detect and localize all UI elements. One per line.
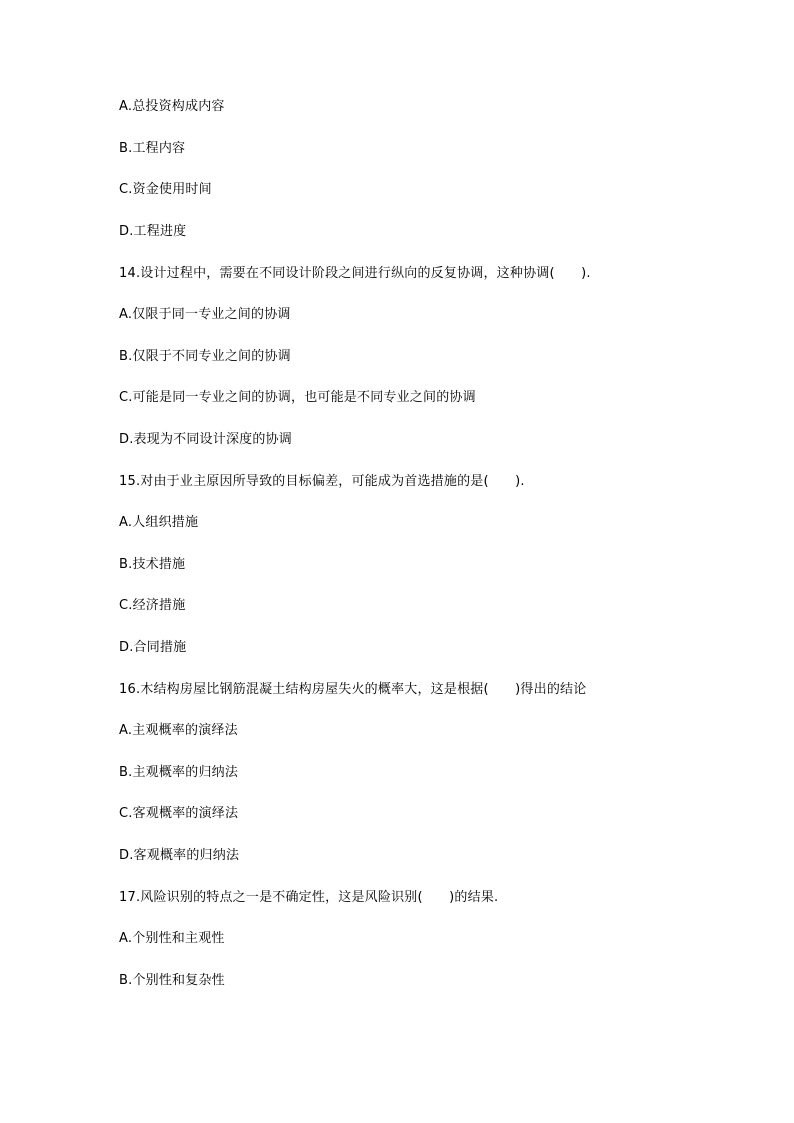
- option-a-q15: A.人组织措施: [119, 515, 199, 530]
- option-a-q16: A.主观概率的演绎法: [119, 723, 238, 738]
- option-a-q14: A.仅限于同一专业之间的协调: [119, 307, 291, 322]
- option-a-q17: A.个别性和主观性: [119, 931, 225, 946]
- option-b-q15: B.技术措施: [119, 557, 186, 572]
- question-14: 14.设计过程中，需要在不同设计阶段之间进行纵向的反复协调，这种协调( ).: [119, 266, 591, 281]
- option-d-q14: D.表现为不同设计深度的协调: [119, 432, 292, 447]
- option-c-q15: C.经济措施: [119, 598, 186, 613]
- option-d-q15: D.合同措施: [119, 640, 187, 655]
- option-b-q14: B.仅限于不同专业之间的协调: [119, 349, 291, 364]
- question-16: 16.木结构房屋比钢筋混凝土结构房屋失火的概率大，这是根据( )得出的结论: [119, 682, 587, 697]
- option-a-q13: A.总投资构成内容: [119, 99, 225, 114]
- option-c-q13: C.资金使用时间: [119, 182, 212, 197]
- option-d-q13: D.工程进度: [119, 224, 187, 239]
- question-17: 17.风险识别的特点之一是不确定性，这是风险识别( )的结果.: [119, 890, 499, 905]
- option-b-q17: B.个别性和复杂性: [119, 973, 225, 988]
- option-b-q13: B.工程内容: [119, 141, 186, 156]
- question-15: 15.对由于业主原因所导致的目标偏差，可能成为首选措施的是( ).: [119, 474, 525, 489]
- option-c-q16: C.客观概率的演绎法: [119, 806, 239, 821]
- option-d-q16: D.客观概率的归纳法: [119, 848, 240, 863]
- option-c-q14: C.可能是同一专业之间的协调，也可能是不同专业之间的协调: [119, 390, 476, 405]
- option-b-q16: B.主观概率的归纳法: [119, 765, 239, 780]
